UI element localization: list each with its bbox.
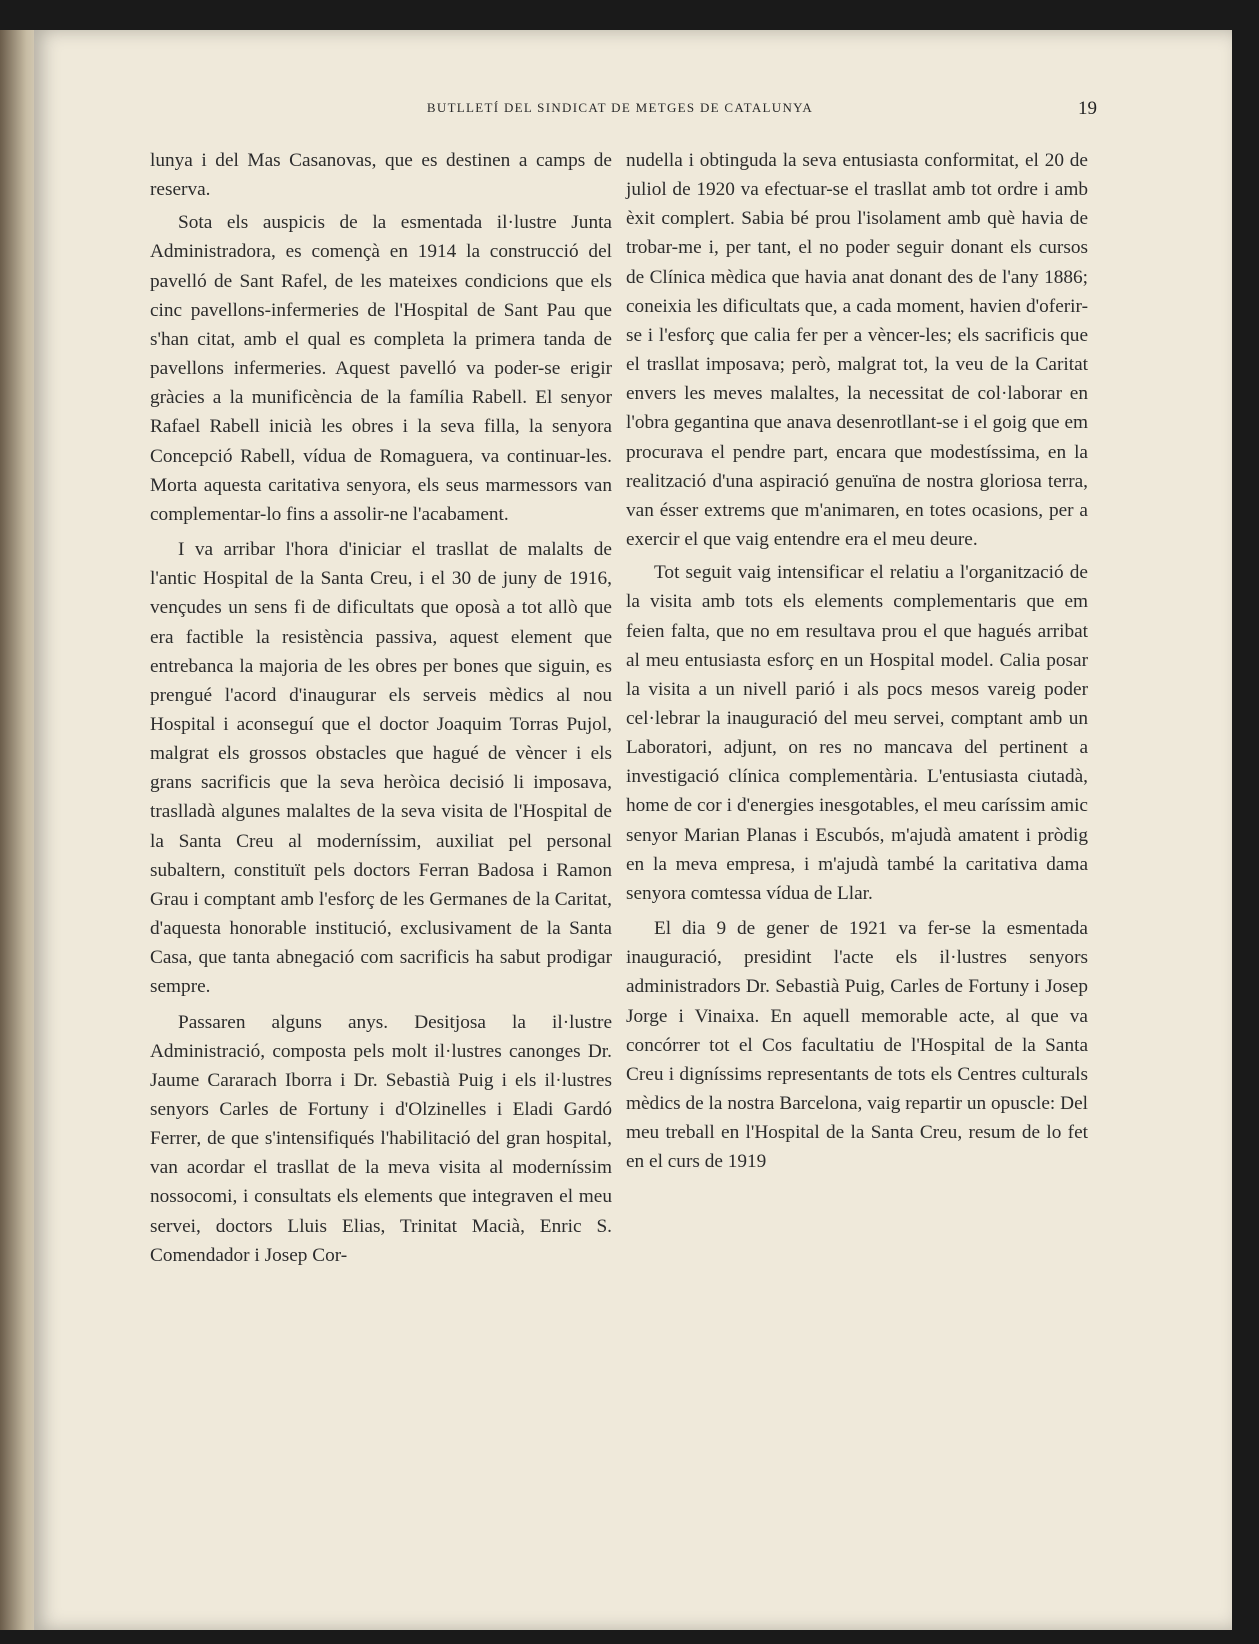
page-number: 19: [1078, 98, 1097, 119]
running-header: BUTLLETÍ DEL SINDICAT DE METGES DE CATALUNYA: [426, 100, 814, 115]
paragraph: nudella i obtinguda la seva entusiasta conformitat, el 20 de juliol de 1920 va efectuar-se el trasllat amb tot ordre i amb èxit complert. Sabia bé prou l'isolament amb què havia de trobar-me i, per tant, el no poder seguir donant els cursos de Clínica mèdica que havia anat donant des de l'any 1886; coneixia les dificultats que, a cada moment, havien d'oferir-se i l'esforç que calia fer per a vèncer-les; els sacrificis que el trasllat imposava; però, malgrat tot, la veu de la Caritat envers les meves malaltes, la necessitat de col·laborar en l'obra gegantina que anava desenrotllant-se i el goig que em procurava el pendre part, encara que modestíssima, en la realització d'una aspiració genuïna de nostra gloriosa terra, van ésser extrems que m'animaren, en totes ocasions, per a exercir el que vaig entendre era el meu deure.: [626, 150, 1088, 551]
left-text-column: [150, 146, 612, 1270]
paragraph: lunya i del Mas Casanovas, que es destinen a camps de reserva.: [150, 150, 612, 201]
paragraph: Sota els auspicis de la esmentada il·lustre Junta Administradora, es començà en 1914 la construcció del pavelló de Sant Rafel, de les mateixes condicions que els cinc pavellons-infermeries de l'Hospital de Sant Pau que s'han citat, amb el qual es completa la primera tanda de pavellons infermeries. Aquest pavelló va poder-se erigir gràcies a la munificència de la família Rabell. El senyor Rafael Rabell inicià les obres i la seva filla, la senyora Concepció Rabell, vídua de Romaguera, va continuar-les. Morta aquesta caritativa senyora, els seus marmessors van complementar-lo fins a assolir-ne l'acabament.: [150, 212, 612, 525]
paragraph: Passaren alguns anys. Desitjosa la il·lustre Administració, composta pels molt il·lustres canonges Dr. Jaume Cararach Iborra i Dr. Sebastià Puig i els il·lustres senyors Carles de Fortuny i d'Olzinelles i Eladi Gardó Ferrer, de que s'intensifiqués l'habilitació del gran hospital, van acordar el trasllat de la meva visita al moderníssim nossocomi, i consultats els elements que integraven el meu servei, doctors Lluis Elias, Trinitat Macià, Enric S. Comendador i Josep Cor-: [150, 1011, 612, 1266]
right-text-column: [626, 146, 1088, 1176]
paragraph: I va arribar l'hora d'iniciar el trasllat de malalts de l'antic Hospital de la Santa Creu, i el 30 de juny de 1916, vençudes un sens fi de dificultats que oposà a tot allò que era factible la resistència passiva, aquest element que entrebanca la majoria de les obres per bones que siguin, es prengué l'acord d'inaugurar els serveis mèdics al nou Hospital i aconseguí que el doctor Joaquim Torras Pujol, malgrat els grossos obstacles que hagué de vèncer i els grans sacrificis que la seva heròica decisió li imposava, traslladà algunes malaltes de la seva visita de l'Hospital de la Santa Creu al moderníssim, auxiliat pel personal subaltern, constituït pels doctors Ferran Badosa i Ramon Grau i comptant amb l'esforç de les Germanes de la Caritat, d'aquesta honorable institució, exclusivament de la Santa Casa, que tanta abnegació com sacrificis ha sabut prodigar sempre.: [150, 539, 612, 998]
paragraph: El dia 9 de gener de 1921 va fer-se la esmentada inauguració, presidint l'acte els il·lustres senyors administradors Dr. Sebastià Puig, Carles de Fortuny i Josep Jorge i Vinaixa. En aquell memorable acte, al que va concórrer tot el Cos facultatiu de l'Hospital de la Santa Creu i digníssims representants de tots els Centres culturals mèdics de la nostra Barcelona, vaig repartir un opuscle: Del meu treball en l'Hospital de la Santa Creu, resum de lo fet en el curs de 1919: [626, 918, 1088, 1173]
paragraph: Tot seguit vaig intensificar el relatiu a l'organització de la visita amb tots els elements complementaris que em feien falta, que no em resultava prou el que hagués arribat al meu entusiasta esforç en un Hospital model. Calia posar la visita a un nivell parió i als pocs mesos vareig poder cel·lebrar la inauguració del meu servei, comptant amb un Laboratori, adjunt, on res no mancava del pertinent a investigació clínica complementària. L'entusiasta ciutadà, home de cor i d'energies inesgotables, el meu caríssim amic senyor Marian Planas i Escubós, m'ajudà amatent i pròdig en la meva empresa, i m'ajudà també la caritativa dama senyora comtessa vídua de Llar.: [626, 562, 1088, 904]
